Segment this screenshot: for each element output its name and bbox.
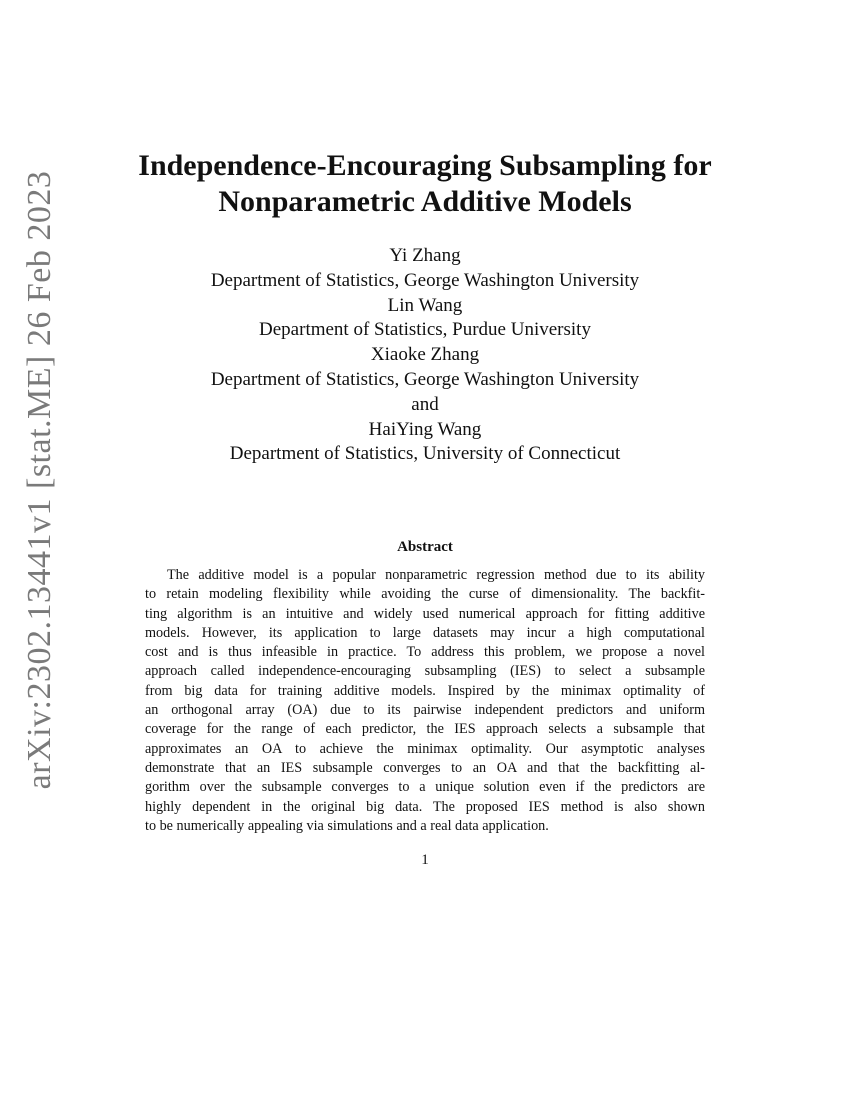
abstract-line: from big data for training additive models. Inspired by the minimax optimality of [145,682,705,699]
abstract-line: to be numerically appealing via simulations and a real data application. [145,817,549,834]
paper-title-line-1: Independence-Encouraging Subsampling for [138,149,712,182]
page-number: 1 [421,852,429,868]
author-name: HaiYing Wang [368,418,482,440]
abstract-body [145,566,705,836]
abstract-line: cost and is thus infeasible in practice. To address this problem, we propose a novel [145,644,705,661]
abstract-line: gorithm over the subsample converges to a unique solution even if the predictors are [145,779,705,796]
abstract-heading: Abstract [397,539,453,555]
author-affiliation: Department of Statistics, University of Connecticut [229,443,621,465]
arxiv-identifier-stamp: arXiv:2302.13441v1 [stat.ME] 26 Feb 2023 [21,170,58,790]
author-affiliation: Department of Statistics, George Washington University [210,269,640,291]
author-conjunction: and [411,393,439,415]
author-affiliation: Department of Statistics, Purdue University [259,319,591,341]
paper-title [0,148,850,220]
abstract-line: to retain modeling flexibility while avoiding the curse of dimensionality. The backfit- [145,586,705,603]
abstract-line: highly dependent in the original big data. The proposed IES method is also shown [145,798,705,815]
author-name: Yi Zhang [389,245,461,266]
abstract-line: an orthogonal array (OA) due to its pairwise independent predictors and uniform [145,702,705,719]
author-affiliation: Department of Statistics, George Washington University [210,368,640,390]
author-name: Xiaoke Zhang [370,344,480,366]
abstract-line: ting algorithm is an intuitive and widely used numerical approach for fitting additive [145,605,705,622]
abstract-line: approach called independence-encouraging subsampling (IES) to select a subsample [145,663,705,680]
author-block [0,244,850,467]
abstract-line: The additive model is a popular nonparametric regression method due to its ability [167,567,705,583]
abstract-line: approximates an OA to achieve the minimax optimality. Our asymptotic analyses [145,740,705,757]
abstract-line: models. However, its application to large datasets may incur a high computational [145,624,705,641]
abstract-line: demonstrate that an IES subsample converges to an OA and that the backfitting al- [145,759,705,776]
abstract-line: coverage for the range of each predictor, the IES approach selects a subsample that [145,721,705,738]
paper-title-line-2: Nonparametric Additive Models [218,185,632,218]
author-name: Lin Wang [387,294,463,316]
